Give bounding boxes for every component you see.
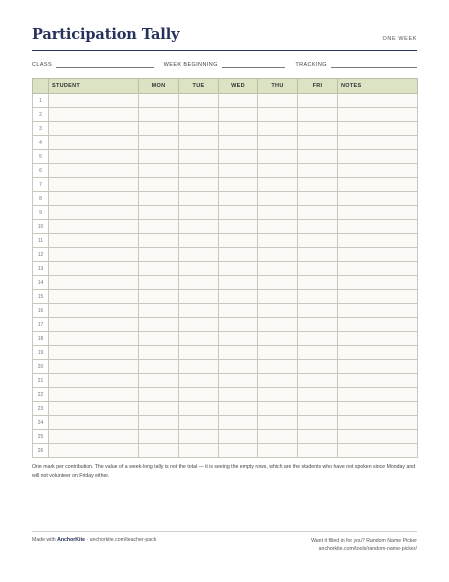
wed-cell[interactable] — [219, 206, 258, 220]
class-line — [56, 61, 154, 68]
notes-cell[interactable] — [338, 346, 418, 360]
notes-cell[interactable] — [338, 164, 418, 178]
thu-cell[interactable] — [258, 276, 298, 290]
wed-cell[interactable] — [219, 332, 258, 346]
table-row — [33, 178, 418, 192]
student-cell[interactable] — [49, 220, 139, 234]
student-cell[interactable] — [49, 178, 139, 192]
tue-cell[interactable] — [179, 388, 219, 402]
mon-cell[interactable] — [139, 234, 179, 248]
student-cell[interactable] — [49, 122, 139, 136]
thu-cell[interactable] — [258, 402, 298, 416]
wed-cell[interactable] — [219, 150, 258, 164]
notes-cell[interactable] — [338, 108, 418, 122]
student-cell[interactable] — [49, 248, 139, 262]
table-row — [33, 94, 418, 108]
tue-cell[interactable] — [179, 276, 219, 290]
footer-credit — [32, 537, 156, 543]
fri-header: FRI — [298, 79, 338, 94]
wed-cell[interactable] — [219, 122, 258, 136]
wed-cell[interactable] — [219, 402, 258, 416]
footer-brand[interactable]: AnchorKite — [57, 537, 86, 543]
notes-cell[interactable] — [338, 192, 418, 206]
student-cell[interactable] — [49, 388, 139, 402]
thu-cell[interactable] — [258, 416, 298, 430]
tracking-line — [331, 61, 417, 68]
table-row — [33, 346, 418, 360]
thu-cell[interactable] — [258, 220, 298, 234]
notes-cell[interactable] — [338, 248, 418, 262]
tue-cell[interactable] — [179, 332, 219, 346]
student-cell[interactable] — [49, 262, 139, 276]
thu-cell[interactable] — [258, 388, 298, 402]
fri-cell[interactable] — [298, 234, 338, 248]
thu-cell[interactable] — [258, 192, 298, 206]
mon-cell[interactable] — [139, 108, 179, 122]
thu-cell[interactable] — [258, 346, 298, 360]
tue-cell[interactable] — [179, 220, 219, 234]
tue-cell[interactable] — [179, 122, 219, 136]
row-number: 2 — [33, 108, 49, 122]
tue-cell[interactable] — [179, 444, 219, 458]
row-number: 16 — [33, 304, 49, 318]
tue-cell[interactable] — [179, 192, 219, 206]
row-number: 3 — [33, 122, 49, 136]
tally-table — [32, 78, 418, 458]
student-cell[interactable] — [49, 416, 139, 430]
tue-cell[interactable] — [179, 206, 219, 220]
fri-cell[interactable] — [298, 346, 338, 360]
fri-cell[interactable] — [298, 276, 338, 290]
fri-cell[interactable] — [298, 318, 338, 332]
thu-cell[interactable] — [258, 444, 298, 458]
table-row — [33, 136, 418, 150]
table-row — [33, 444, 418, 458]
thu-cell[interactable] — [258, 332, 298, 346]
tue-cell[interactable] — [179, 136, 219, 150]
notes-cell[interactable] — [338, 388, 418, 402]
mon-cell[interactable] — [139, 276, 179, 290]
fri-cell[interactable] — [298, 108, 338, 122]
mon-cell[interactable] — [139, 192, 179, 206]
student-cell[interactable] — [49, 360, 139, 374]
week-beginning-label: WEEK BEGINNING — [163, 62, 218, 68]
mon-cell[interactable] — [139, 122, 179, 136]
fri-cell[interactable] — [298, 248, 338, 262]
tue-cell[interactable] — [179, 304, 219, 318]
wed-cell[interactable] — [219, 444, 258, 458]
thu-cell[interactable] — [258, 94, 298, 108]
student-cell[interactable] — [49, 108, 139, 122]
row-number: 14 — [33, 276, 49, 290]
mon-cell[interactable] — [139, 346, 179, 360]
notes-cell[interactable] — [338, 220, 418, 234]
mon-cell[interactable] — [139, 136, 179, 150]
thu-cell[interactable] — [258, 150, 298, 164]
table-row — [33, 388, 418, 402]
notes-cell[interactable] — [338, 276, 418, 290]
student-cell[interactable] — [49, 234, 139, 248]
thu-cell[interactable] — [258, 122, 298, 136]
tue-cell[interactable] — [179, 178, 219, 192]
wed-cell[interactable] — [219, 164, 258, 178]
table-row — [33, 206, 418, 220]
tue-cell[interactable] — [179, 318, 219, 332]
tue-cell[interactable] — [179, 290, 219, 304]
row-number: 26 — [33, 444, 49, 458]
table-row — [33, 290, 418, 304]
mon-cell[interactable] — [139, 374, 179, 388]
fri-cell[interactable] — [298, 430, 338, 444]
wed-cell[interactable] — [219, 374, 258, 388]
table-row — [33, 416, 418, 430]
tue-cell[interactable] — [179, 430, 219, 444]
fri-cell[interactable] — [298, 374, 338, 388]
wed-cell[interactable] — [219, 360, 258, 374]
wed-cell[interactable] — [219, 262, 258, 276]
fri-cell[interactable] — [298, 402, 338, 416]
fri-cell[interactable] — [298, 304, 338, 318]
thu-cell[interactable] — [258, 206, 298, 220]
student-cell[interactable] — [49, 94, 139, 108]
wed-cell[interactable] — [219, 220, 258, 234]
fri-cell[interactable] — [298, 444, 338, 458]
fri-cell[interactable] — [298, 290, 338, 304]
wed-cell[interactable] — [219, 430, 258, 444]
fri-cell[interactable] — [298, 206, 338, 220]
table-row — [33, 276, 418, 290]
student-cell[interactable] — [49, 150, 139, 164]
thu-cell[interactable] — [258, 178, 298, 192]
mon-cell[interactable] — [139, 220, 179, 234]
row-number: 24 — [33, 416, 49, 430]
wed-header: WED — [219, 79, 258, 94]
wed-cell[interactable] — [219, 136, 258, 150]
fri-cell[interactable] — [298, 94, 338, 108]
notes-cell[interactable] — [338, 206, 418, 220]
notes-cell[interactable] — [338, 94, 418, 108]
student-cell[interactable] — [49, 136, 139, 150]
tue-cell[interactable] — [179, 108, 219, 122]
mon-cell[interactable] — [139, 444, 179, 458]
mon-cell[interactable] — [139, 332, 179, 346]
notes-cell[interactable] — [338, 332, 418, 346]
row-number: 20 — [33, 360, 49, 374]
mon-cell[interactable] — [139, 388, 179, 402]
fri-cell[interactable] — [298, 416, 338, 430]
thu-header: THU — [258, 79, 298, 94]
table-row — [33, 402, 418, 416]
notes-cell[interactable] — [338, 444, 418, 458]
row-number-header — [33, 79, 49, 94]
info-fields — [32, 60, 417, 68]
footer-left-link[interactable]: anchorkite.com/teacher-pack — [89, 537, 157, 543]
page-subtitle: ONE WEEK — [382, 36, 417, 42]
footer-separator: · — [86, 537, 89, 543]
notes-cell[interactable] — [338, 402, 418, 416]
mon-cell[interactable] — [139, 150, 179, 164]
notes-cell[interactable] — [338, 304, 418, 318]
wed-cell[interactable] — [219, 304, 258, 318]
row-number: 10 — [33, 220, 49, 234]
wed-cell[interactable] — [219, 388, 258, 402]
row-number: 5 — [33, 150, 49, 164]
tue-cell[interactable] — [179, 346, 219, 360]
tally-body — [33, 94, 418, 458]
notes-cell[interactable] — [338, 234, 418, 248]
wed-cell[interactable] — [219, 94, 258, 108]
student-cell[interactable] — [49, 374, 139, 388]
thu-cell[interactable] — [258, 430, 298, 444]
notes-cell[interactable] — [338, 416, 418, 430]
mon-cell[interactable] — [139, 416, 179, 430]
fri-cell[interactable] — [298, 150, 338, 164]
student-cell[interactable] — [49, 304, 139, 318]
student-cell[interactable] — [49, 276, 139, 290]
row-number: 23 — [33, 402, 49, 416]
mon-cell[interactable] — [139, 206, 179, 220]
table-row — [33, 304, 418, 318]
notes-cell[interactable] — [338, 430, 418, 444]
wed-cell[interactable] — [219, 178, 258, 192]
row-number: 25 — [33, 430, 49, 444]
table-row — [33, 234, 418, 248]
table-row — [33, 108, 418, 122]
mon-cell[interactable] — [139, 290, 179, 304]
row-number: 7 — [33, 178, 49, 192]
mon-cell[interactable] — [139, 164, 179, 178]
fri-cell[interactable] — [298, 220, 338, 234]
tue-cell[interactable] — [179, 234, 219, 248]
student-cell[interactable] — [49, 164, 139, 178]
notes-cell[interactable] — [338, 178, 418, 192]
mon-cell[interactable] — [139, 304, 179, 318]
wed-cell[interactable] — [219, 248, 258, 262]
student-cell[interactable] — [49, 346, 139, 360]
wed-cell[interactable] — [219, 290, 258, 304]
week-beginning-line — [222, 61, 285, 68]
notes-cell[interactable] — [338, 374, 418, 388]
tue-cell[interactable] — [179, 164, 219, 178]
row-number: 15 — [33, 290, 49, 304]
tue-cell[interactable] — [179, 150, 219, 164]
footer-promo — [311, 537, 417, 553]
thu-cell[interactable] — [258, 360, 298, 374]
row-number: 12 — [33, 248, 49, 262]
footer-made-with: Made with — [32, 537, 56, 543]
table-row — [33, 318, 418, 332]
footer-promo-text: Want it filled in for you? Random Name Picker — [311, 538, 417, 544]
thu-cell[interactable] — [258, 304, 298, 318]
fri-cell[interactable] — [298, 122, 338, 136]
student-cell[interactable] — [49, 332, 139, 346]
notes-header: NOTES — [338, 79, 418, 94]
row-number: 22 — [33, 388, 49, 402]
tue-cell[interactable] — [179, 94, 219, 108]
tue-cell[interactable] — [179, 402, 219, 416]
tue-cell[interactable] — [179, 416, 219, 430]
table-row — [33, 360, 418, 374]
table-row — [33, 262, 418, 276]
fri-cell[interactable] — [298, 388, 338, 402]
tue-cell[interactable] — [179, 374, 219, 388]
notes-cell[interactable] — [338, 122, 418, 136]
row-number: 6 — [33, 164, 49, 178]
student-header: STUDENT — [49, 79, 139, 94]
table-row — [33, 332, 418, 346]
tue-cell[interactable] — [179, 248, 219, 262]
fri-cell[interactable] — [298, 136, 338, 150]
thu-cell[interactable] — [258, 136, 298, 150]
row-number: 18 — [33, 332, 49, 346]
instructions-note: One mark per contribution. The value of a week-long tally is not the total — it is seeing the empty rows, which are the students who have not spoken since Monday and will not volunteer on Friday either. — [32, 464, 416, 479]
wed-cell[interactable] — [219, 276, 258, 290]
fri-cell[interactable] — [298, 262, 338, 276]
thu-cell[interactable] — [258, 164, 298, 178]
student-cell[interactable] — [49, 430, 139, 444]
thu-cell[interactable] — [258, 234, 298, 248]
notes-cell[interactable] — [338, 318, 418, 332]
student-cell[interactable] — [49, 444, 139, 458]
header-rule — [32, 50, 417, 51]
fri-cell[interactable] — [298, 192, 338, 206]
row-number: 1 — [33, 94, 49, 108]
fri-cell[interactable] — [298, 164, 338, 178]
student-cell[interactable] — [49, 290, 139, 304]
notes-cell[interactable] — [338, 150, 418, 164]
row-number: 11 — [33, 234, 49, 248]
mon-header: MON — [139, 79, 179, 94]
footer-promo-link[interactable]: anchorkite.com/tools/random-name-picker/ — [318, 546, 417, 552]
footer-rule — [32, 531, 417, 532]
student-cell[interactable] — [49, 192, 139, 206]
table-row — [33, 248, 418, 262]
wed-cell[interactable] — [219, 234, 258, 248]
table-row — [33, 374, 418, 388]
fri-cell[interactable] — [298, 360, 338, 374]
thu-cell[interactable] — [258, 108, 298, 122]
wed-cell[interactable] — [219, 318, 258, 332]
week-beginning-field[interactable] — [164, 61, 286, 68]
notes-cell[interactable] — [338, 262, 418, 276]
row-number: 17 — [33, 318, 49, 332]
wed-cell[interactable] — [219, 346, 258, 360]
tue-header: TUE — [179, 79, 219, 94]
tracking-field[interactable] — [295, 61, 417, 68]
mon-cell[interactable] — [139, 94, 179, 108]
row-number: 21 — [33, 374, 49, 388]
fri-cell[interactable] — [298, 332, 338, 346]
fri-cell[interactable] — [298, 178, 338, 192]
table-header-row — [33, 79, 418, 94]
table-row — [33, 150, 418, 164]
mon-cell[interactable] — [139, 178, 179, 192]
row-number: 19 — [33, 346, 49, 360]
tracking-label: TRACKING — [295, 62, 327, 68]
mon-cell[interactable] — [139, 262, 179, 276]
notes-cell[interactable] — [338, 290, 418, 304]
row-number: 13 — [33, 262, 49, 276]
thu-cell[interactable] — [258, 248, 298, 262]
wed-cell[interactable] — [219, 192, 258, 206]
table-row — [33, 430, 418, 444]
student-cell[interactable] — [49, 402, 139, 416]
tue-cell[interactable] — [179, 360, 219, 374]
mon-cell[interactable] — [139, 318, 179, 332]
mon-cell[interactable] — [139, 360, 179, 374]
class-label: CLASS — [32, 62, 53, 68]
student-cell[interactable] — [49, 206, 139, 220]
table-row — [33, 122, 418, 136]
page-title: Participation Tally — [32, 26, 180, 43]
row-number: 9 — [33, 206, 49, 220]
row-number: 8 — [33, 192, 49, 206]
tue-cell[interactable] — [179, 262, 219, 276]
mon-cell[interactable] — [139, 402, 179, 416]
mon-cell[interactable] — [139, 430, 179, 444]
thu-cell[interactable] — [258, 374, 298, 388]
mon-cell[interactable] — [139, 248, 179, 262]
class-field[interactable] — [32, 61, 154, 68]
table-row — [33, 164, 418, 178]
wed-cell[interactable] — [219, 416, 258, 430]
wed-cell[interactable] — [219, 108, 258, 122]
student-cell[interactable] — [49, 318, 139, 332]
thu-cell[interactable] — [258, 290, 298, 304]
thu-cell[interactable] — [258, 262, 298, 276]
table-row — [33, 220, 418, 234]
notes-cell[interactable] — [338, 360, 418, 374]
table-row — [33, 192, 418, 206]
notes-cell[interactable] — [338, 136, 418, 150]
thu-cell[interactable] — [258, 318, 298, 332]
row-number: 4 — [33, 136, 49, 150]
